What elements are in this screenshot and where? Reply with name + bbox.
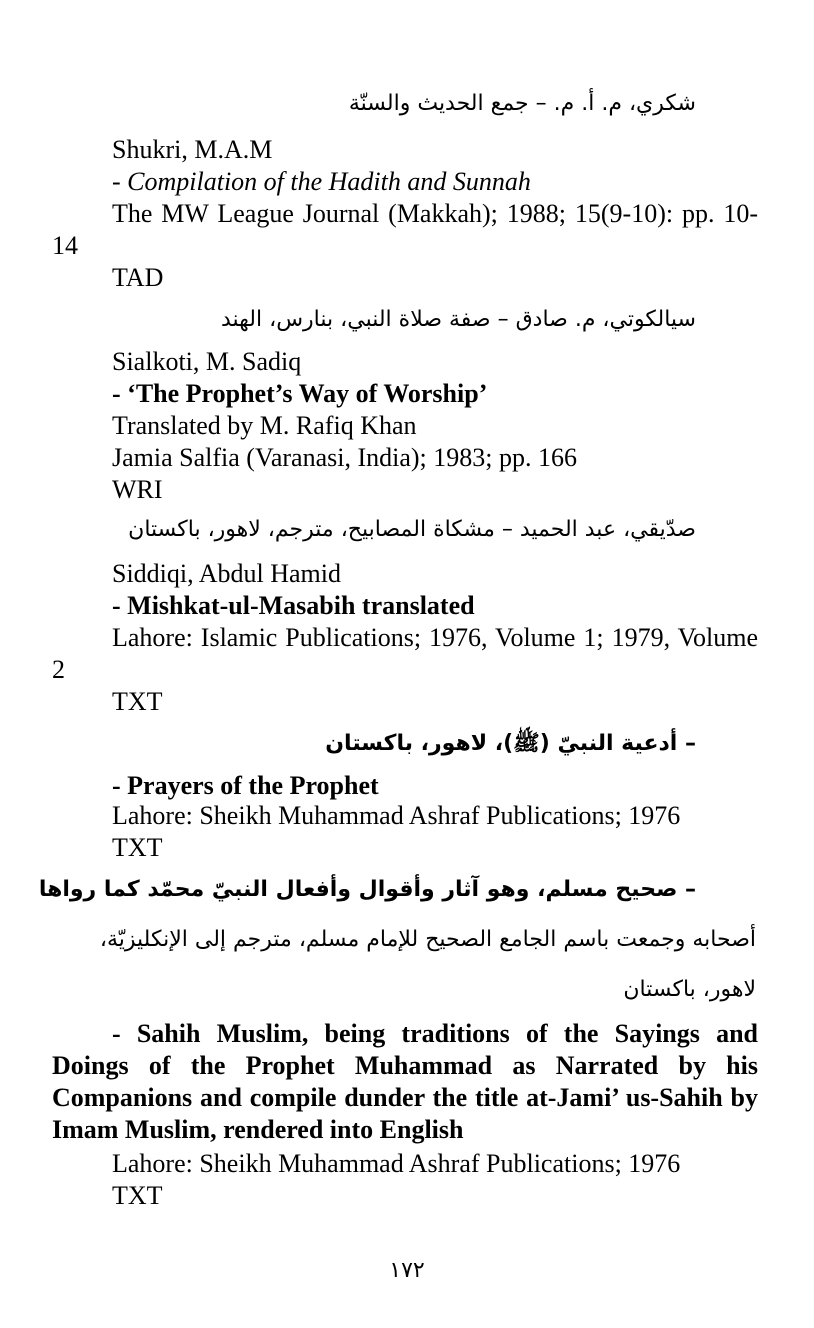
entry-title: - Prayers of the Prophet — [112, 771, 379, 800]
entry-publication: Jamia Salfia (Varanasi, India); 1983; pp. 166 — [112, 443, 577, 472]
entry-code: TAD — [112, 263, 164, 292]
entry-title: - Sahih Muslim, being traditions of the Sayings and Doings of the Prophet Muhammad as Narrated by his Companions and compile dunder the title at-Jami’ us-Sahih by Imam Muslim, rendered into English — [52, 1019, 758, 1144]
entry-arabic-heading-line3: لاهور، باكستان — [623, 977, 756, 1002]
entry-publication: The MW League Journal (Makkah); 1988; 15(9-10): pp. 10-14 — [52, 199, 758, 260]
entry-author: Siddiqi, Abdul Hamid — [112, 559, 341, 588]
entry-code: TXT — [112, 833, 163, 862]
page-number: ١٧٢ — [389, 1258, 425, 1283]
entry-publication: Lahore: Islamic Publications; 1976, Volume 1; 1979, Volume 2 — [52, 623, 758, 684]
entry-publication: Lahore: Sheikh Muhammad Ashraf Publications; 1976 — [112, 801, 681, 830]
entry-code: TXT — [112, 687, 163, 716]
entry-arabic-heading: شكري، م. أ. م. – جمع الحديث والسنّة — [348, 91, 696, 116]
entry-arabic-heading: سيالكوتي، م. صادق – صفة صلاة النبي، بنارس، الهند — [220, 307, 696, 332]
entry-arabic-heading-line2: أصحابه وجمعت باسم الجامع الصحيح للإمام مسلم، مترجم إلى الإنكليزيّة، — [99, 927, 756, 952]
entry-translator: Translated by M. Rafiq Khan — [112, 411, 417, 440]
entry-title: - ‘The Prophet’s Way of Worship’ — [112, 379, 488, 408]
entry-code: WRI — [112, 475, 163, 504]
entry-author: Sialkoti, M. Sadiq — [112, 347, 302, 376]
entry-arabic-heading: صدّيقي، عبد الحميد – مشكاة المصابيح، مترجم، لاهور، باكستان — [128, 517, 696, 542]
entry-arabic-heading: – أدعية النبيّ (ﷺ)، لاهور، باكستان — [325, 731, 696, 756]
entry-publication: Lahore: Sheikh Muhammad Ashraf Publications; 1976 — [112, 1149, 681, 1178]
entry-title: - Compilation of the Hadith and Sunnah — [112, 167, 531, 196]
entry-code: TXT — [112, 1181, 163, 1210]
entry-title: - Mishkat-ul-Masabih translated — [112, 591, 475, 620]
entry-author: Shukri, M.A.M — [112, 135, 273, 164]
entry-arabic-heading: – صحيح مسلم، وهو آثار وأقوال وأفعال النبيّ محمّد كما رواها — [38, 877, 696, 902]
